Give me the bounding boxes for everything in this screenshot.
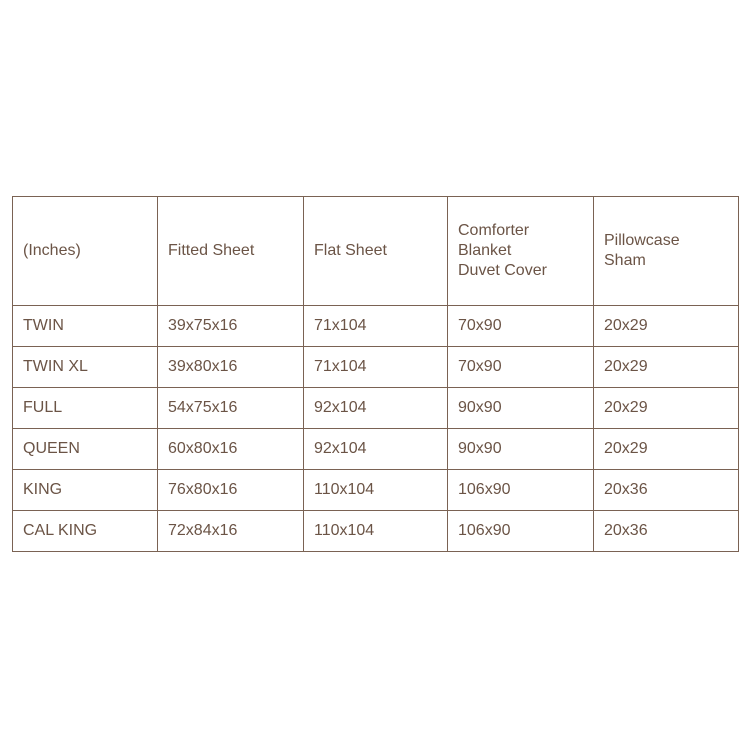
table-row bbox=[13, 511, 739, 552]
header-fitted-sheet: Fitted Sheet bbox=[158, 197, 304, 306]
header-units: (Inches) bbox=[13, 197, 158, 306]
flat-sheet-cell: 71x104 bbox=[304, 306, 448, 347]
flat-sheet-cell: 92x104 bbox=[304, 388, 448, 429]
pillowcase-cell: 20x36 bbox=[594, 470, 739, 511]
fitted-sheet-cell: 39x75x16 bbox=[158, 306, 304, 347]
pillowcase-cell: 20x36 bbox=[594, 511, 739, 552]
fitted-sheet-cell: 54x75x16 bbox=[158, 388, 304, 429]
header-row bbox=[13, 197, 739, 306]
pillowcase-cell: 20x29 bbox=[594, 388, 739, 429]
flat-sheet-cell: 110x104 bbox=[304, 470, 448, 511]
comforter-cell: 106x90 bbox=[448, 470, 594, 511]
table-row bbox=[13, 429, 739, 470]
size-name-cell: QUEEN bbox=[13, 429, 158, 470]
fitted-sheet-cell: 60x80x16 bbox=[158, 429, 304, 470]
size-name-cell: KING bbox=[13, 470, 158, 511]
size-name-cell: TWIN XL bbox=[13, 347, 158, 388]
size-name-cell: FULL bbox=[13, 388, 158, 429]
table-row bbox=[13, 388, 739, 429]
fitted-sheet-cell: 39x80x16 bbox=[158, 347, 304, 388]
flat-sheet-cell: 92x104 bbox=[304, 429, 448, 470]
header-flat-sheet: Flat Sheet bbox=[304, 197, 448, 306]
table-row bbox=[13, 347, 739, 388]
pillowcase-cell: 20x29 bbox=[594, 306, 739, 347]
pillowcase-cell: 20x29 bbox=[594, 347, 739, 388]
table-body bbox=[13, 306, 739, 552]
pillowcase-cell: 20x29 bbox=[594, 429, 739, 470]
table-header bbox=[13, 197, 739, 306]
size-chart-table bbox=[12, 196, 739, 552]
flat-sheet-cell: 71x104 bbox=[304, 347, 448, 388]
size-name-cell: CAL KING bbox=[13, 511, 158, 552]
header-pillowcase-sham: Pillowcase Sham bbox=[594, 197, 739, 306]
table-row bbox=[13, 470, 739, 511]
table-row bbox=[13, 306, 739, 347]
header-comforter-blanket-duvet: Comforter Blanket Duvet Cover bbox=[448, 197, 594, 306]
fitted-sheet-cell: 76x80x16 bbox=[158, 470, 304, 511]
comforter-cell: 70x90 bbox=[448, 306, 594, 347]
flat-sheet-cell: 110x104 bbox=[304, 511, 448, 552]
fitted-sheet-cell: 72x84x16 bbox=[158, 511, 304, 552]
comforter-cell: 90x90 bbox=[448, 429, 594, 470]
comforter-cell: 70x90 bbox=[448, 347, 594, 388]
comforter-cell: 90x90 bbox=[448, 388, 594, 429]
comforter-cell: 106x90 bbox=[448, 511, 594, 552]
size-name-cell: TWIN bbox=[13, 306, 158, 347]
